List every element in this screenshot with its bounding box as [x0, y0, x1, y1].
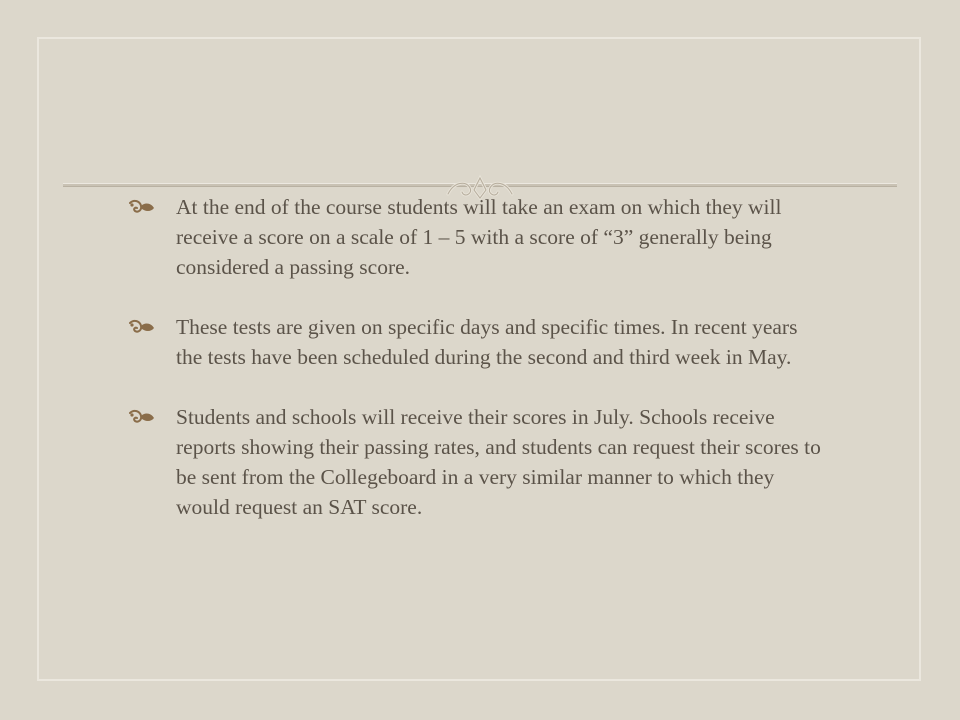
bullet-text: At the end of the course students will take an exam on which they will receive a score on a scale of 1 – 5 with a score of “3” generally being considered a passing score. — [176, 195, 782, 279]
bullet-item — [128, 312, 828, 372]
fleuron-icon — [128, 199, 156, 215]
bullet-text: Students and schools will receive their scores in July. Schools receive reports showing their passing rates, and students can request their scores to be sent from the Collegeboard in a very similar manner to which they would request an SAT score. — [176, 405, 821, 519]
fleuron-icon — [128, 409, 156, 425]
bullet-text: These tests are given on specific days and specific times. In recent years the tests have been scheduled during the second and third week in May. — [176, 315, 798, 369]
fleuron-icon — [128, 319, 156, 335]
bullet-list — [128, 192, 828, 552]
bullet-item — [128, 192, 828, 282]
bullet-item — [128, 402, 828, 522]
